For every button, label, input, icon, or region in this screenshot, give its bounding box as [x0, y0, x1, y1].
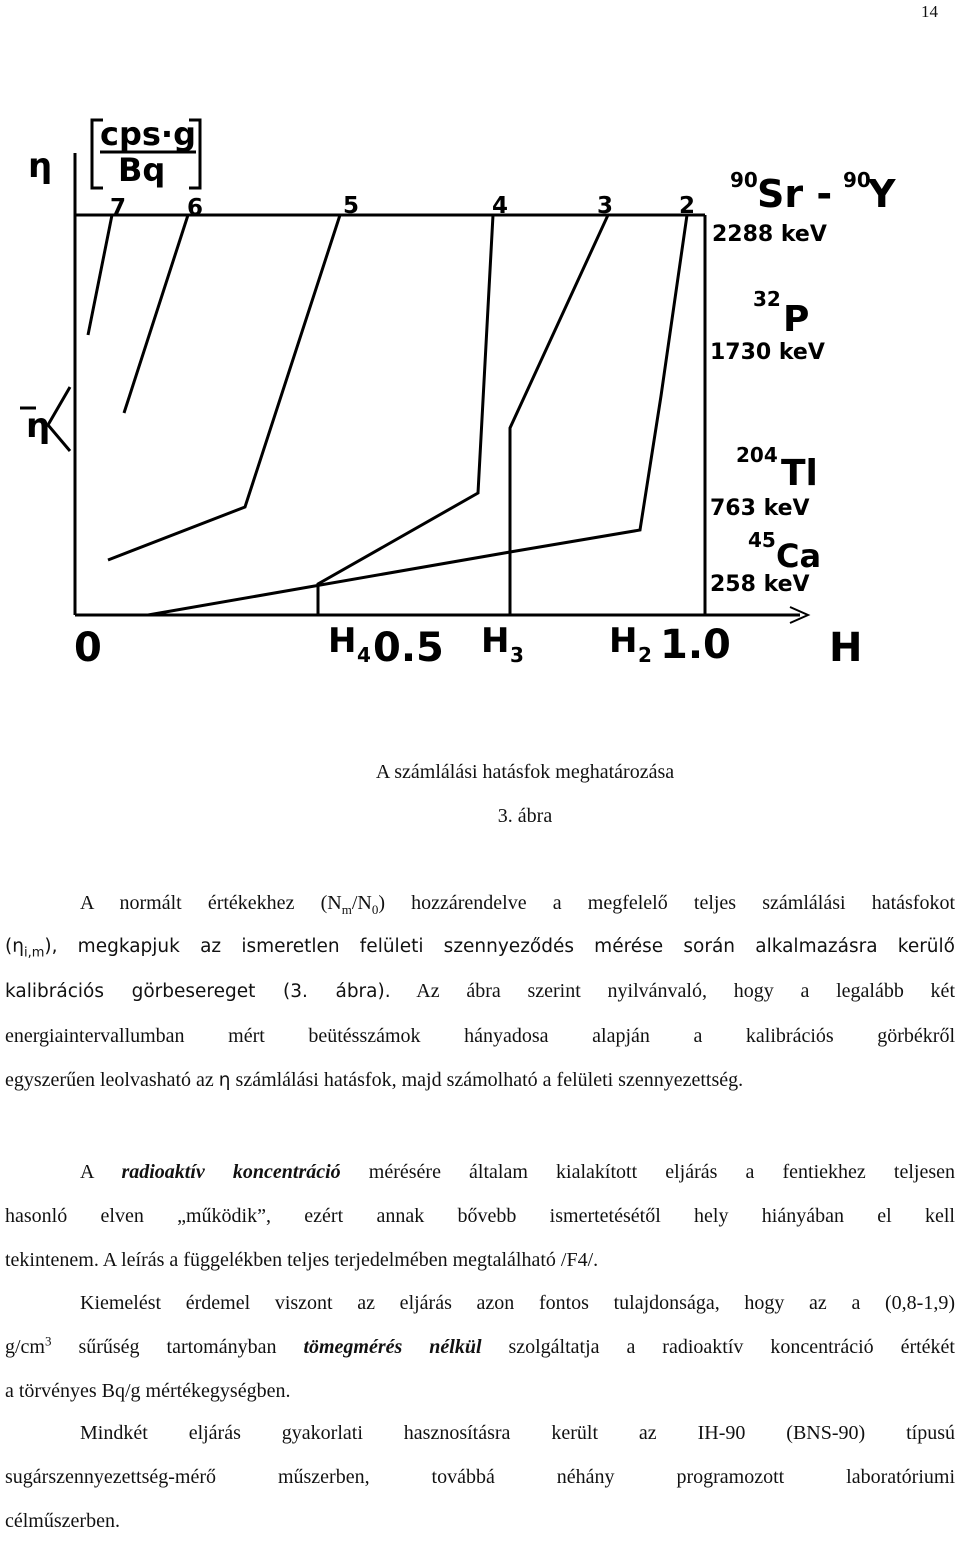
isotope-p-energy: 1730 keV [710, 340, 825, 365]
curve-label-5: 5 [343, 193, 360, 219]
isotope-ca-mass: 45 [748, 528, 776, 552]
y-axis-symbol: η [28, 146, 53, 186]
curve-2 [148, 215, 687, 615]
p3-line-1: Kiemelést érdemel viszont az eljárás azon fontos tulajdonsága, hogy az a (0,8-1,9) [80, 1292, 955, 1314]
isotope-ca-symbol: Ca [776, 537, 822, 575]
p1-line-5: egyszerűen leolvasható az η számlálási hatásfok, majd számolható a felületi szennyezettség. [5, 1069, 744, 1091]
isotope-y-mass: 90 [843, 168, 871, 192]
p2-line-2: hasonló elven „működik”, ezért annak bővebb ismertetésétől hely hiányában el kell [5, 1205, 955, 1227]
isotope-sr-symbol: Sr - [757, 172, 833, 216]
y-unit-top: cps·g [100, 115, 196, 153]
p4-line-1: Mindkét eljárás gyakorlati hasznosításra került az IH-90 (BNS-90) típusú [80, 1422, 955, 1444]
p4-line-2: sugárszennyezettség-mérő műszerben, továbbá néhány programozott laboratóriumi [5, 1466, 955, 1488]
p1-line-3: kalibrációs görbesereget (3. ábra). Az ábra szerint nyilvánvaló, hogy a legalább két [5, 980, 955, 1002]
curve-5 [108, 215, 340, 560]
isotope-sr-mass: 90 [730, 168, 758, 192]
curve-label-4: 4 [492, 193, 509, 219]
p1-line-1: A normált értékekhez $(N_m/N_0)$ hozzárendelve a megfelelő teljes számlálási hatásfokot [80, 892, 955, 917]
curve-label-3: 3 [597, 193, 614, 219]
x-tick-h4: H [328, 621, 357, 661]
paragraph-1 [5, 881, 955, 1103]
x-tick-h3: H [481, 621, 510, 661]
x-tick-h2: H [609, 621, 638, 661]
isotope-p-mass: 32 [753, 287, 781, 311]
p1-line-4: energiaintervallumban mért beütésszámok hányadosa alapján a kalibrációs görbékről [5, 1025, 955, 1047]
p3-line-2: $g/cm^3$ sűrűség tartományban tömegmérés nélkül szolgáltatja a radioaktív koncentráció értékét [5, 1333, 955, 1358]
paragraph-4 [5, 1411, 955, 1543]
y-mean-symbol: η [26, 406, 51, 446]
p4-line-3: célműszerben. [5, 1510, 120, 1532]
x-tick-1-0: 1.0 [660, 622, 731, 668]
isotope-tl-symbol: Tl [781, 453, 818, 494]
isotope-p-symbol: P [783, 299, 810, 340]
curve-label-6: 6 [187, 195, 204, 221]
isotope-sr-energy: 2288 keV [712, 222, 827, 247]
x-tick-h4-sub: 4 [357, 643, 371, 667]
curve-3 [510, 215, 608, 615]
x-tick-0-5: 0.5 [373, 625, 444, 671]
y-mean-arrow [48, 387, 70, 451]
p3-line-3: a törvényes Bq/g mértékegységben. [5, 1380, 291, 1402]
x-tick-h2-sub: 2 [638, 643, 652, 667]
page-number: 14 [921, 2, 938, 21]
p2-line-3: tekintenem. A leírás a függelékben teljes terjedelmében megtalálható /F4/. [5, 1249, 599, 1271]
calibration-curves-figure [0, 95, 960, 690]
paragraph-3 [5, 1281, 955, 1413]
curve-label-7: 7 [110, 195, 127, 221]
figure-caption-title: A számlálási hatásfok meghatározása [375, 761, 675, 783]
curve-label-2: 2 [679, 193, 696, 219]
x-tick-h3-sub: 3 [510, 643, 524, 667]
p1-line-2: $(\eta_{i,m})$, megkapjuk az ismeretlen felületi szennyeződés mérése során alkalmazásra kerülő [5, 936, 955, 961]
isotope-tl-energy: 763 keV [710, 496, 810, 521]
p2-line-1: A radioaktív koncentráció mérésére általam kialakított eljárás a fentiekhez teljesen [80, 1161, 955, 1183]
paragraph-2 [5, 1150, 955, 1282]
x-axis-label: H [829, 625, 863, 671]
isotope-tl-mass: 204 [736, 443, 778, 467]
x-tick-0: 0 [74, 625, 102, 671]
curve-6 [124, 215, 188, 413]
curve-4 [318, 215, 493, 615]
figure-caption-number: 3. ábra [497, 805, 553, 827]
curve-7 [88, 215, 112, 335]
isotope-ca-energy: 258 keV [710, 572, 810, 597]
isotope-y-symbol: Y [868, 172, 896, 216]
y-unit-bottom: Bq [118, 151, 166, 189]
